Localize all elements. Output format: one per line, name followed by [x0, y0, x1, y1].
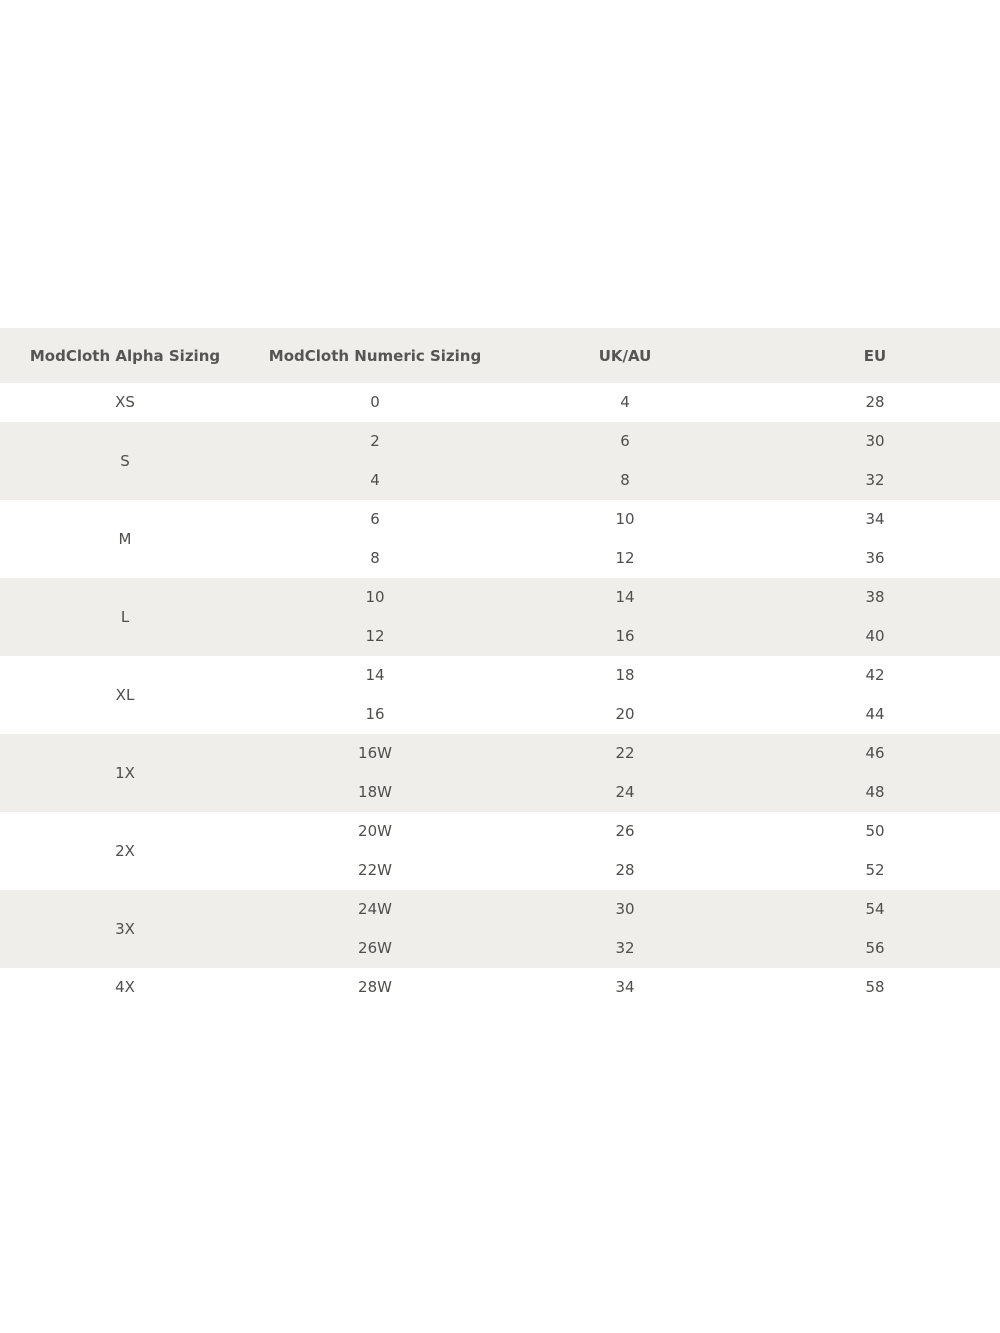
eu-size-cell: 46 [750, 734, 1000, 773]
numeric-size-cell: 18W [250, 773, 500, 812]
uk-au-size-cell: 32 [500, 929, 750, 968]
alpha-size-cell: 3X [0, 890, 250, 968]
alpha-size-cell: 2X [0, 812, 250, 890]
eu-size-cell: 34 [750, 500, 1000, 539]
numeric-size-cell: 24W [250, 890, 500, 929]
alpha-size-cell: 1X [0, 734, 250, 812]
table-row [0, 812, 1000, 851]
uk-au-size-cell: 14 [500, 578, 750, 617]
alpha-size-cell: S [0, 422, 250, 500]
numeric-size-cell: 26W [250, 929, 500, 968]
eu-size-cell: 38 [750, 578, 1000, 617]
numeric-size-cell: 2 [250, 422, 500, 461]
numeric-size-cell: 16 [250, 695, 500, 734]
eu-size-cell: 52 [750, 851, 1000, 890]
uk-au-size-cell: 22 [500, 734, 750, 773]
eu-size-cell: 54 [750, 890, 1000, 929]
numeric-size-cell: 0 [250, 383, 500, 422]
uk-au-size-cell: 16 [500, 617, 750, 656]
eu-size-cell: 40 [750, 617, 1000, 656]
eu-size-cell: 28 [750, 383, 1000, 422]
alpha-size-cell: XL [0, 656, 250, 734]
size-chart-table [0, 328, 1000, 1007]
table-row [0, 578, 1000, 617]
table-row [0, 500, 1000, 539]
uk-au-size-cell: 20 [500, 695, 750, 734]
table-row [0, 734, 1000, 773]
numeric-size-cell: 4 [250, 461, 500, 500]
numeric-size-cell: 22W [250, 851, 500, 890]
table-row [0, 656, 1000, 695]
uk-au-size-cell: 26 [500, 812, 750, 851]
numeric-size-cell: 14 [250, 656, 500, 695]
alpha-size-cell: 4X [0, 968, 250, 1007]
uk-au-size-cell: 10 [500, 500, 750, 539]
alpha-size-cell: XS [0, 383, 250, 422]
numeric-size-cell: 28W [250, 968, 500, 1007]
eu-size-cell: 36 [750, 539, 1000, 578]
uk-au-size-cell: 6 [500, 422, 750, 461]
table-row [0, 890, 1000, 929]
eu-size-cell: 58 [750, 968, 1000, 1007]
numeric-size-cell: 8 [250, 539, 500, 578]
size-chart-header [0, 328, 1000, 383]
eu-size-cell: 32 [750, 461, 1000, 500]
numeric-size-cell: 20W [250, 812, 500, 851]
header-eu: EU [863, 346, 887, 365]
size-chart-body [0, 383, 1000, 1007]
header-row [0, 328, 1000, 383]
alpha-size-cell: M [0, 500, 250, 578]
header-uk-au: UK/AU [598, 346, 652, 365]
uk-au-size-cell: 12 [500, 539, 750, 578]
table-row [0, 383, 1000, 422]
alpha-size-cell: L [0, 578, 250, 656]
numeric-size-cell: 10 [250, 578, 500, 617]
uk-au-size-cell: 30 [500, 890, 750, 929]
table-row [0, 422, 1000, 461]
uk-au-size-cell: 28 [500, 851, 750, 890]
eu-size-cell: 50 [750, 812, 1000, 851]
uk-au-size-cell: 18 [500, 656, 750, 695]
numeric-size-cell: 12 [250, 617, 500, 656]
uk-au-size-cell: 34 [500, 968, 750, 1007]
uk-au-size-cell: 8 [500, 461, 750, 500]
eu-size-cell: 56 [750, 929, 1000, 968]
numeric-size-cell: 6 [250, 500, 500, 539]
eu-size-cell: 42 [750, 656, 1000, 695]
eu-size-cell: 30 [750, 422, 1000, 461]
numeric-size-cell: 16W [250, 734, 500, 773]
uk-au-size-cell: 24 [500, 773, 750, 812]
header-numeric-sizing: ModCloth Numeric Sizing [268, 346, 482, 365]
eu-size-cell: 44 [750, 695, 1000, 734]
uk-au-size-cell: 4 [500, 383, 750, 422]
eu-size-cell: 48 [750, 773, 1000, 812]
header-alpha-sizing: ModCloth Alpha Sizing [29, 346, 221, 365]
table-row [0, 968, 1000, 1007]
